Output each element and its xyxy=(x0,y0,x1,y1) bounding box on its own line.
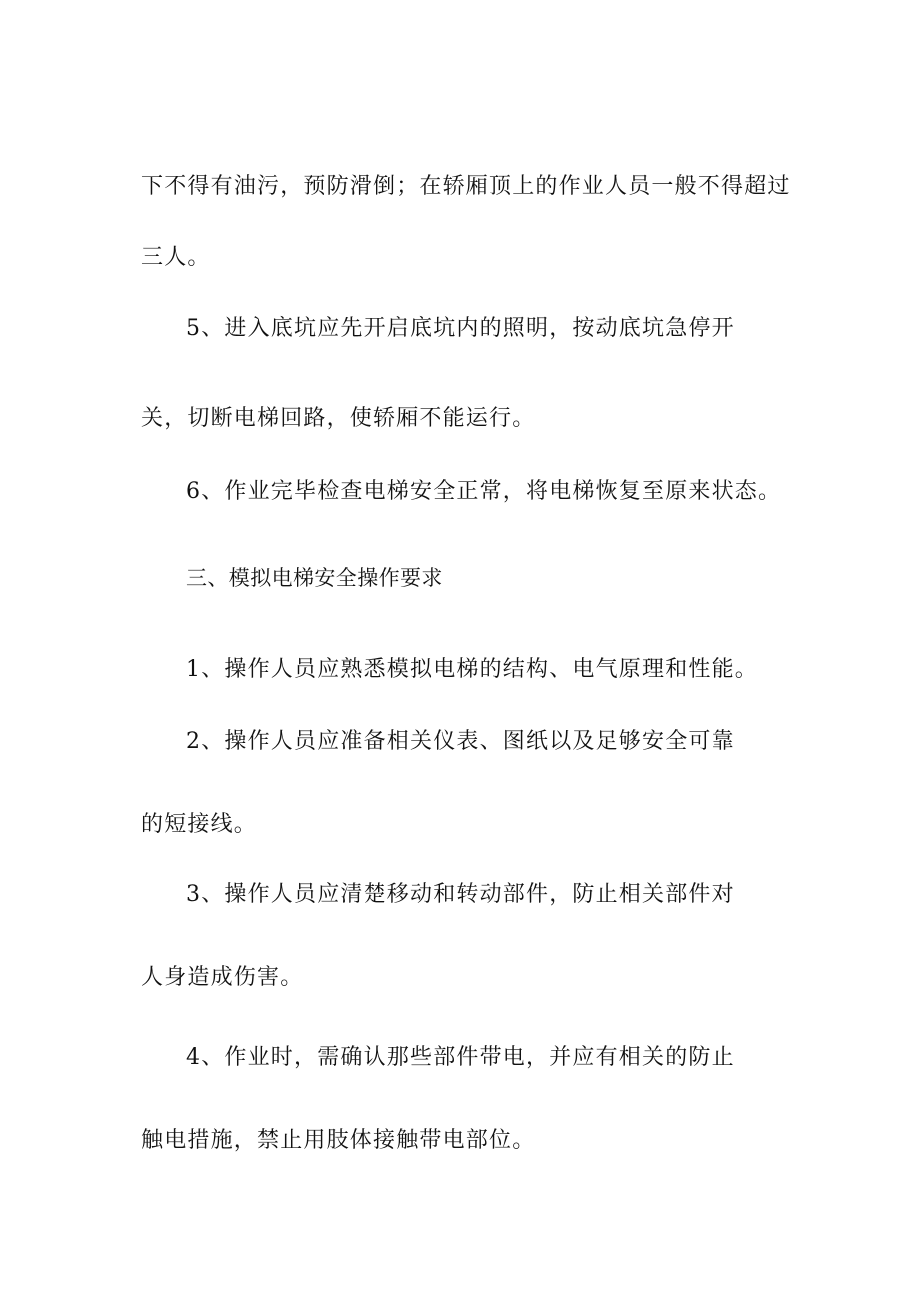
list-item-2-line-1: 2、操作人员应准备相关仪表、图纸以及足够安全可靠 xyxy=(186,729,735,754)
section-heading-3: 三、模拟电梯安全操作要求 xyxy=(186,566,443,590)
list-item-3-line-1: 3、操作人员应清楚移动和转动部件，防止相关部件对 xyxy=(186,882,735,907)
list-item-3-line-2: 人身造成伤害。 xyxy=(141,965,304,990)
list-item-4-line-2: 触电措施，禁止用肢体接触带电部位。 xyxy=(141,1128,536,1153)
text-line-continuation-1: 下不得有油污，预防滑倒；在轿厢顶上的作业人员一般不得超过 xyxy=(141,174,791,199)
list-item-5-line-2: 关，切断电梯回路，使轿厢不能运行。 xyxy=(141,406,536,431)
list-item-1: 1、操作人员应熟悉模拟电梯的结构、电气原理和性能。 xyxy=(186,657,758,682)
list-item-5-line-1: 5、进入底坑应先开启底坑内的照明，按动底坑急停开 xyxy=(186,316,735,341)
list-item-6: 6、作业完毕检查电梯安全正常，将电梯恢复至原来状态。 xyxy=(186,479,782,504)
list-item-2-line-2: 的短接线。 xyxy=(141,812,258,837)
list-item-4-line-1: 4、作业时，需确认那些部件带电，并应有相关的防止 xyxy=(186,1045,735,1070)
text-line-continuation-2: 三人。 xyxy=(141,245,211,270)
